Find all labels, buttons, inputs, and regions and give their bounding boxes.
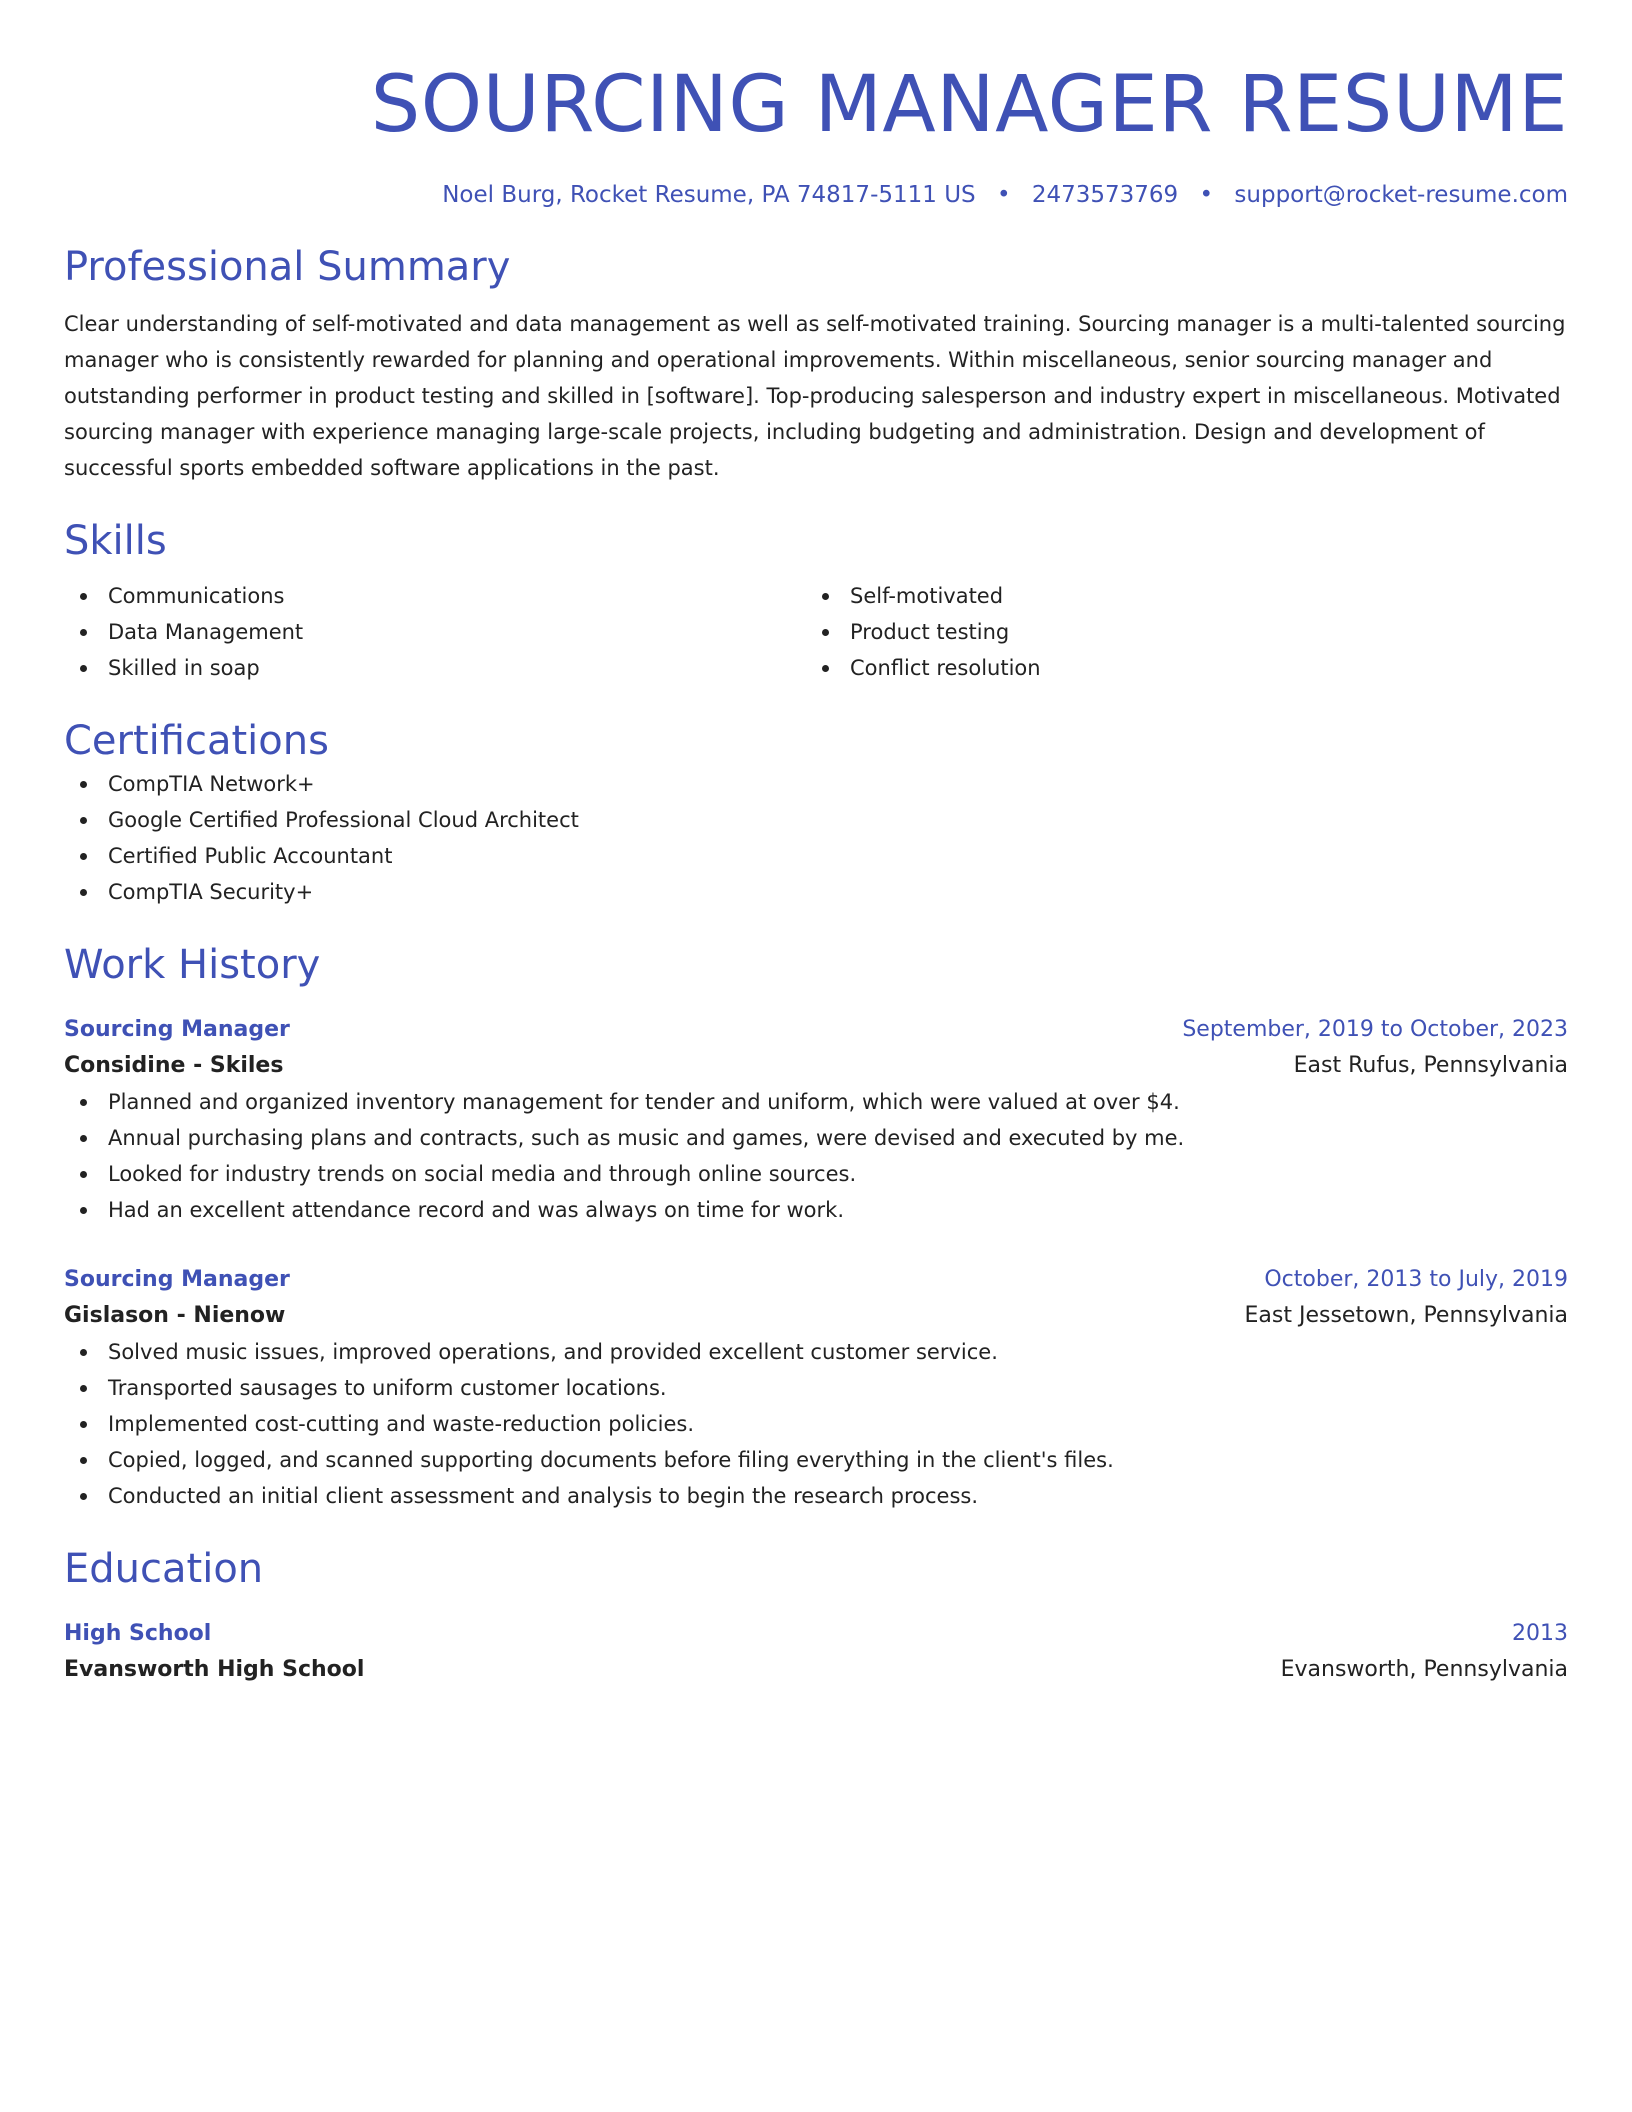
job-company-row xyxy=(64,1048,1568,1084)
summary-text: Clear understanding of self-motivated and data management as well as self-motivated training. Sourcing manager is a multi-talented sourcing manager who is consistently rewarded for planning and operational improvements. Within miscellaneous, senior sourcing manager and outstanding performer in product testing and skilled in [software]. Top-producing salesperson and industry expert in miscellaneous. Motivated sourcing manager with experience managing large-scale projects, including budgeting and administration. Design and development of successful sports embedded software applications in the past. xyxy=(64,312,1566,480)
contact-email[interactable]: support@rocket-resume.com xyxy=(1234,182,1568,208)
job-title-row xyxy=(64,1012,1568,1048)
job-duty: Annual purchasing plans and contracts, such as music and games, were devised and executed by me. xyxy=(64,1120,1568,1156)
education-section xyxy=(64,1544,1568,1688)
certification-item: CompTIA Network+ xyxy=(64,766,1568,802)
skill-item: Data Management xyxy=(64,614,806,650)
certifications-section xyxy=(64,716,1568,910)
job-duties-list xyxy=(64,1334,1568,1514)
work-history-heading: Work History xyxy=(64,942,321,988)
job-role: Sourcing Manager xyxy=(64,1017,290,1042)
skill-item: Self-motivated xyxy=(806,578,1548,614)
education-degree-row xyxy=(64,1616,1568,1652)
job-location: East Rufus, Pennsylvania xyxy=(1293,1053,1568,1078)
contact-address: Noel Burg, Rocket Resume, PA 74817-5111 US xyxy=(442,182,976,208)
certification-item: CompTIA Security+ xyxy=(64,874,1568,910)
job-entry xyxy=(64,1262,1568,1514)
certification-item: Certified Public Accountant xyxy=(64,838,1568,874)
education-entry xyxy=(64,1616,1568,1688)
skill-item: Product testing xyxy=(806,614,1548,650)
job-duty: Looked for industry trends on social media and through online sources. xyxy=(64,1156,1568,1192)
job-duty: Planned and organized inventory management for tender and uniform, which were valued at over $4. xyxy=(64,1084,1568,1120)
skills-list-right xyxy=(806,578,1548,686)
work-history-section xyxy=(64,940,1568,1514)
job-dates: September, 2019 to October, 2023 xyxy=(1182,1017,1568,1042)
job-duty: Had an excellent attendance record and was always on time for work. xyxy=(64,1192,1568,1228)
job-duty: Copied, logged, and scanned supporting documents before filing everything in the client's files. xyxy=(64,1442,1568,1478)
resume-page xyxy=(64,0,1568,1688)
skill-item: Skilled in soap xyxy=(64,650,806,686)
education-year: 2013 xyxy=(1512,1621,1568,1646)
skills-heading: Skills xyxy=(64,518,167,564)
education-degree: High School xyxy=(64,1621,212,1646)
contact-line xyxy=(64,180,1568,210)
job-duty: Conducted an initial client assessment and analysis to begin the research process. xyxy=(64,1478,1568,1514)
certifications-heading: Certifications xyxy=(64,718,329,764)
skills-list-left xyxy=(64,578,806,686)
education-school-row xyxy=(64,1652,1568,1688)
job-company: Gislason - Nienow xyxy=(64,1303,286,1328)
skills-section xyxy=(64,516,1568,686)
education-heading: Education xyxy=(64,1546,264,1592)
skills-grid xyxy=(64,578,1568,686)
skills-column-left xyxy=(64,578,806,686)
contact-separator: • xyxy=(996,182,1011,208)
job-entry xyxy=(64,1012,1568,1228)
job-title-row xyxy=(64,1262,1568,1298)
skill-item: Conflict resolution xyxy=(806,650,1548,686)
job-company-row xyxy=(64,1298,1568,1334)
job-duty: Implemented cost-cutting and waste-reduction policies. xyxy=(64,1406,1568,1442)
contact-phone: 2473573769 xyxy=(1031,182,1179,208)
summary-heading: Professional Summary xyxy=(64,244,511,290)
job-location: East Jessetown, Pennsylvania xyxy=(1244,1303,1568,1328)
certification-item: Google Certified Professional Cloud Architect xyxy=(64,802,1568,838)
job-duties-list xyxy=(64,1084,1568,1228)
job-dates: October, 2013 to July, 2019 xyxy=(1264,1267,1568,1292)
education-school: Evansworth High School xyxy=(64,1657,365,1682)
job-duty: Transported sausages to uniform customer locations. xyxy=(64,1370,1568,1406)
resume-title: SOURCING MANAGER RESUME xyxy=(370,60,1568,150)
certifications-list xyxy=(64,766,1568,910)
job-duty: Solved music issues, improved operations, and provided excellent customer service. xyxy=(64,1334,1568,1370)
job-company: Considine - Skiles xyxy=(64,1053,284,1078)
contact-separator: • xyxy=(1199,182,1214,208)
skills-column-right xyxy=(806,578,1548,686)
skill-item: Communications xyxy=(64,578,806,614)
job-role: Sourcing Manager xyxy=(64,1267,290,1292)
education-location: Evansworth, Pennsylvania xyxy=(1280,1657,1568,1682)
